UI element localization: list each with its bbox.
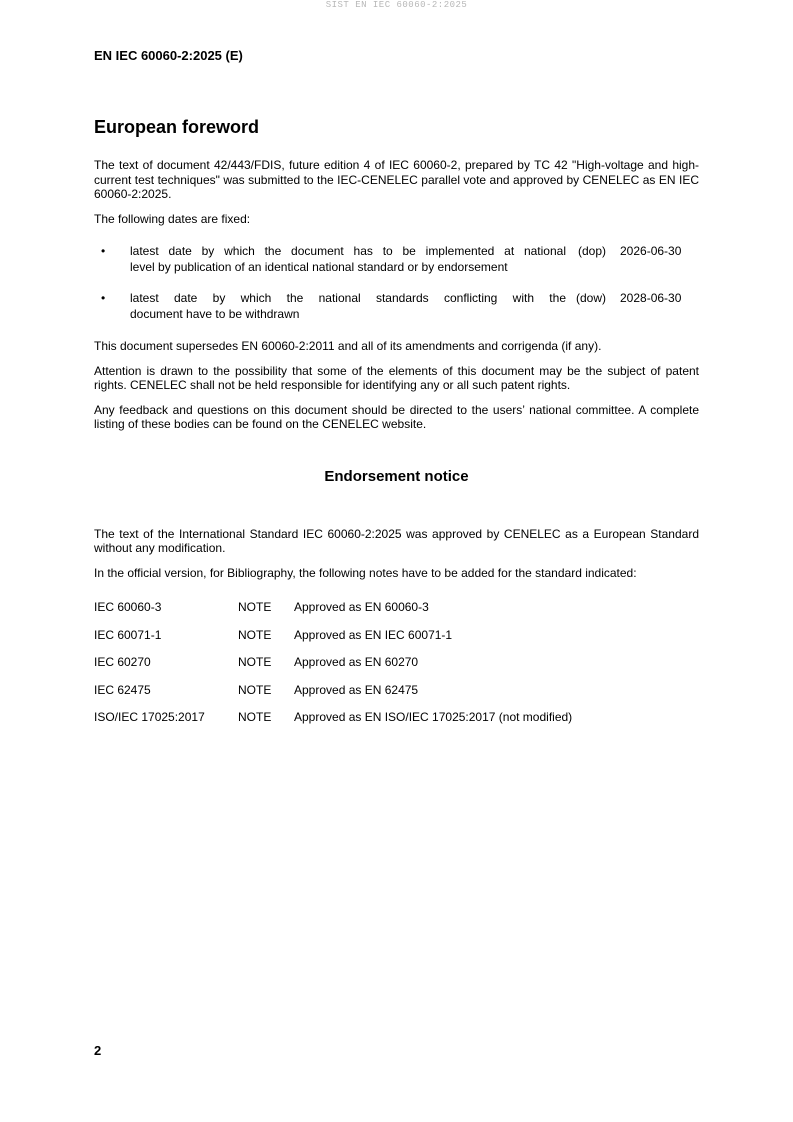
note-label: NOTE bbox=[238, 600, 272, 614]
date-item-dow bbox=[94, 291, 699, 322]
note-label: NOTE bbox=[238, 627, 272, 642]
note-label: NOTE bbox=[238, 682, 272, 697]
note-row bbox=[94, 600, 699, 614]
watermark: SIST EN IEC 60060-2:2025 bbox=[325, 0, 468, 10]
dates-list bbox=[94, 244, 699, 322]
dates-intro: The following dates are fixed: bbox=[94, 211, 251, 226]
foreword-title: European foreword bbox=[94, 117, 260, 137]
note-label: NOTE bbox=[238, 655, 272, 669]
endorsement-text: The text of the International Standard IEC 60060-2:2025 was approved by CENELEC as a European Standard without any modification. bbox=[94, 526, 699, 555]
note-row bbox=[94, 683, 699, 697]
note-row bbox=[94, 655, 699, 669]
note-reference: IEC 60270 bbox=[94, 655, 151, 669]
date-value: 2028-06-30 bbox=[620, 291, 682, 305]
note-reference: ISO/IEC 17025:2017 bbox=[94, 710, 205, 724]
page-content bbox=[94, 115, 699, 738]
note-text: Approved as EN 62475 bbox=[294, 682, 419, 697]
date-abbreviation: (dow) bbox=[575, 291, 606, 305]
note-text: Approved as EN ISO/IEC 17025:2017 (not modified) bbox=[294, 710, 573, 724]
note-label: NOTE bbox=[238, 710, 272, 724]
note-text: Approved as EN 60270 bbox=[294, 655, 419, 669]
bullet-icon: • bbox=[101, 244, 106, 258]
date-value: 2026-06-30 bbox=[620, 244, 682, 258]
note-reference: IEC 60071-1 bbox=[94, 627, 162, 642]
document-id-header: EN IEC 60060-2:2025 (E) bbox=[94, 48, 243, 63]
date-description-line: document have to be withdrawn bbox=[130, 306, 300, 321]
date-description-line: level by publication of an identical national standard or by endorsement bbox=[130, 259, 508, 274]
patent-paragraph: Attention is drawn to the possibility that some of the elements of this document may be the subject of patent rights. CENELEC shall not be held responsible for identifying any or all such patent rights. bbox=[94, 363, 699, 392]
date-description bbox=[130, 244, 566, 275]
bibliography-intro: In the official version, for Bibliography, the following notes have to be added for the standard indicated: bbox=[94, 565, 637, 580]
date-item-dop bbox=[94, 244, 699, 275]
page-number: 2 bbox=[94, 1043, 102, 1058]
bibliography-notes bbox=[94, 600, 699, 724]
supersedes-paragraph: This document supersedes EN 60060-2:2011 and all of its amendments and corrigenda (if any). bbox=[94, 339, 602, 353]
feedback-paragraph: Any feedback and questions on this document should be directed to the users’ national committee. A complete listing of these bodies can be found on the CENELEC website. bbox=[94, 402, 699, 431]
note-reference: IEC 62475 bbox=[94, 682, 151, 697]
note-text: Approved as EN IEC 60071-1 bbox=[294, 627, 453, 642]
note-row bbox=[94, 710, 699, 724]
date-description-line: latest date by which the national standards conflicting with the bbox=[130, 291, 566, 305]
date-description bbox=[130, 291, 566, 322]
endorsement-title: Endorsement notice bbox=[324, 467, 469, 485]
note-row bbox=[94, 628, 699, 642]
date-description-line: latest date by which the document has to be implemented at national bbox=[130, 244, 566, 258]
note-text: Approved as EN 60060-3 bbox=[294, 600, 429, 614]
bullet-icon: • bbox=[101, 291, 106, 305]
foreword-intro: The text of document 42/443/FDIS, future edition 4 of IEC 60060-2, prepared by TC 42 "High-voltage and high-current test techniques" was submitted to the IEC-CENELEC parallel vote and approved by CENELEC as EN IEC 60060-2:2025. bbox=[94, 158, 699, 201]
date-abbreviation: (dop) bbox=[577, 244, 606, 258]
note-reference: IEC 60060-3 bbox=[94, 600, 162, 614]
